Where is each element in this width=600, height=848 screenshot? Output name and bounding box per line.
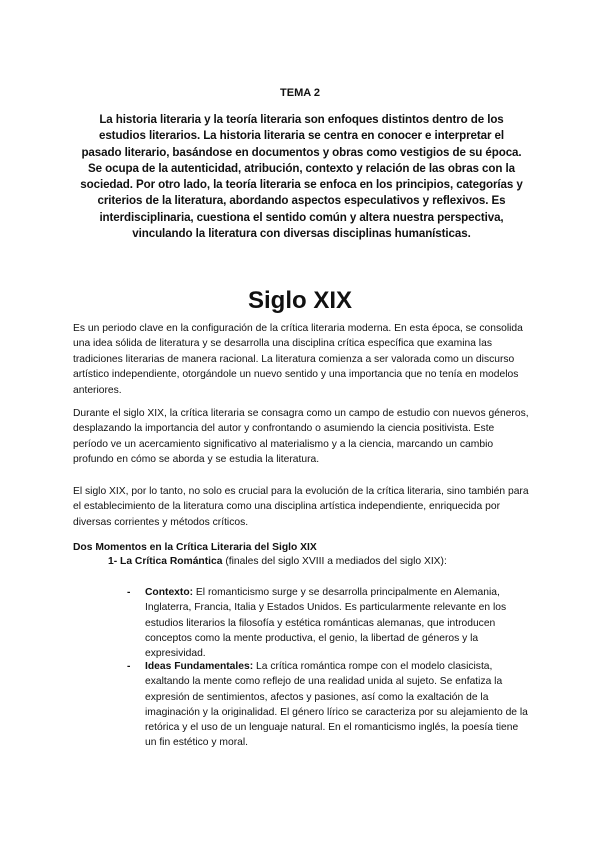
bullet-text: El romanticismo surge y se desarrolla principalmente en Alemania, Inglaterra, Francia, Italia y Estados Unidos. Es particularmente relevante en los estudios literarios la filosofía y estética románticas alemanas, que introducen conceptos como la mente productiva, el genio, la libertad de géneros y la expresividad. [145, 587, 507, 660]
paragraph: Durante el siglo XIX, la crítica literaria se consagra como un campo de estudio con nuevos géneros, desplazando la importancia del autor y confrontando o asumiendo la ciencia positivista. Este período ve un acercamiento significativo al materialismo y a la ciencia, marcando un cambio profundo en cómo se aborda y se estudia la literatura. [73, 408, 529, 466]
list-item [127, 659, 532, 751]
bullet-dash: - [127, 587, 131, 598]
subheading: Dos Momentos en la Crítica Literaria del Siglo XIX [73, 542, 317, 553]
bullet-text-block [145, 585, 532, 661]
topic-heading: TEMA 2 [280, 87, 320, 99]
item-label: La Crítica Romántica [120, 556, 223, 567]
bullet-dash: - [127, 661, 131, 672]
numbered-item [108, 555, 538, 569]
intro-summary: La historia literaria y la teoría literaria son enfoques distintos dentro de los estudios literarios. La historia literaria se centra en conocer e interpretar el pasado literario, basándose en documentos y obras como vestigios de su época. Se ocupa de la autenticidad, atribución, contexto y relación de las obras con la sociedad. Por otro lado, la teoría literaria se enfoca en los principios, categorías y criterios de la literatura, abordando aspectos especulativos y reflexivos. Es interdisciplinaria, cuestiona el sentido común y altera nuestra perspectiva, vinculando la literatura con diversas disciplinas humanísticas. [80, 113, 523, 241]
bullet-text-block [145, 659, 532, 751]
section-title: Siglo XIX [247, 287, 352, 314]
item-number: 1- [108, 556, 118, 567]
item-detail: (finales del siglo XVIII a mediados del siglo XIX): [225, 556, 447, 567]
list-item [127, 585, 532, 661]
bullet-label: Contexto: [145, 587, 194, 598]
bullet-text: La crítica romántica rompe con el modelo clasicista, exaltando la mente como reflejo de una realidad unida al sujeto. Se enfatiza la expresión de sentimientos, afectos y pasiones, así como la exaltación de la imaginación y la originalidad. El género lírico se caracteriza por su alejamiento de la retórica y el uso de un lenguaje natural. En el romanticismo inglés, la poesía tiene un fin estético y moral. [145, 661, 528, 749]
paragraph: El siglo XIX, por lo tanto, no solo es crucial para la evolución de la crítica literaria, sino también para el establecimiento de la literatura como una disciplina artística independiente, enriquecida por diversas corrientes y métodos críticos. [73, 486, 529, 528]
bullet-label: Ideas Fundamentales: [145, 661, 254, 672]
paragraph: Es un periodo clave en la configuración de la crítica literaria moderna. En esta época, se consolida una idea sólida de literatura y se desarrolla una disciplina crítica específica que examina las tradiciones literarias de manera racional. La literatura comienza a ser valorada como un discurso artístico independiente, otorgándole un nuevo sentido y una importancia que no tenía en modelos anteriores. [73, 323, 523, 396]
